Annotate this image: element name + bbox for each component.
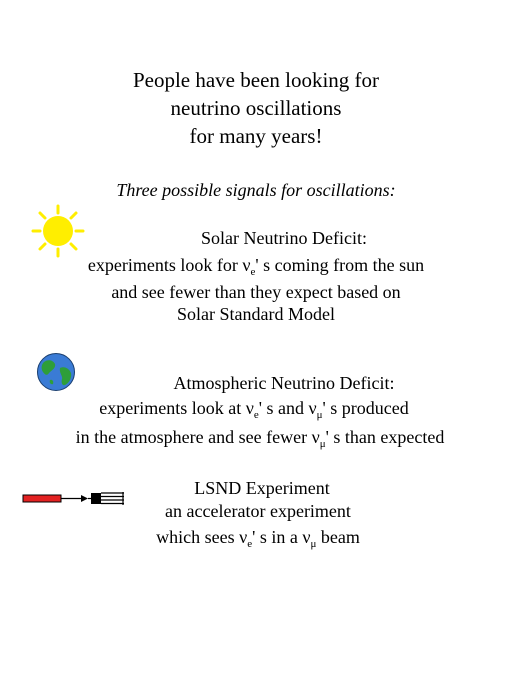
lsnd-line-2: an accelerator experiment: [165, 501, 351, 521]
solar-line-3: and see fewer than they expect based on: [111, 282, 401, 302]
title-line-2: neutrino oscillations: [170, 96, 342, 120]
solar-line-4: Solar Standard Model: [177, 304, 335, 324]
lsnd-heading: LSND Experiment: [194, 478, 330, 498]
atmospheric-line-2: experiments look at $\nu_e'$ s and $\nu_\mu'$ s produced: [99, 398, 409, 421]
title-line-3: for many years!: [189, 124, 323, 148]
solar-heading: Solar Neutrino Deficit:: [201, 228, 367, 248]
atmospheric-heading: Atmospheric Neutrino Deficit:: [173, 373, 395, 393]
atmospheric-line-3: in the atmosphere and see fewer $\nu_\mu'$ s than expected: [75, 427, 445, 450]
subtitle: Three possible signals for oscillations:: [116, 180, 396, 200]
title-line-1: People have been looking for: [132, 68, 380, 92]
lsnd-line-3: which sees $\nu_e'$ s in a $\nu_\mu$ beam: [156, 527, 360, 550]
solar-line-2: experiments look for $\nu_e'$ s coming from the sun: [87, 255, 425, 278]
